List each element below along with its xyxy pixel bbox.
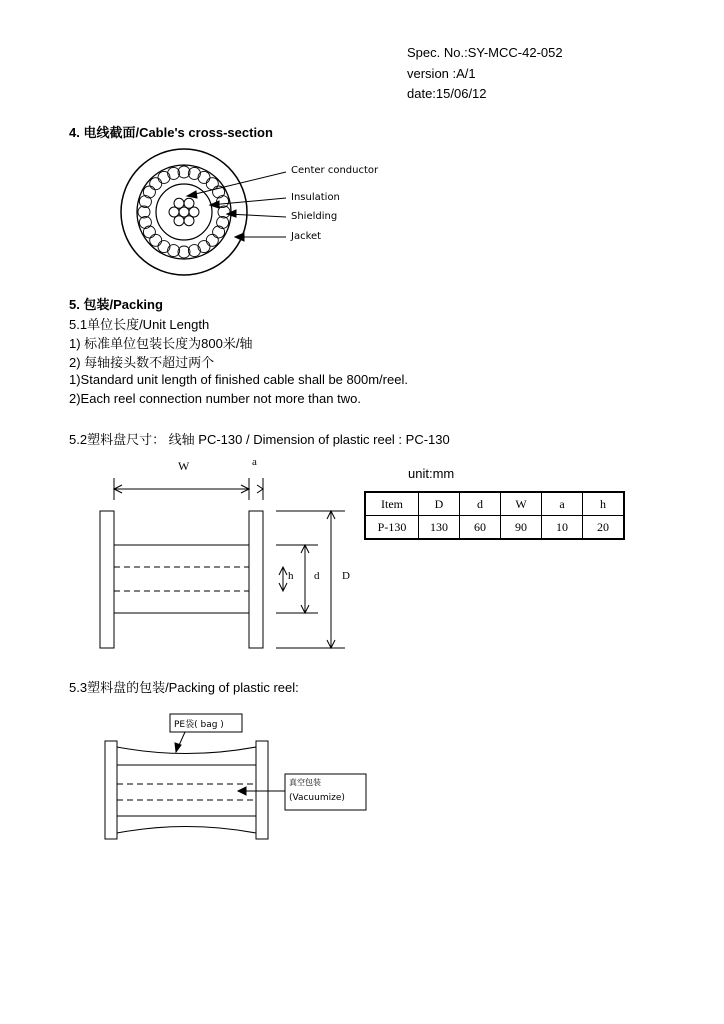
packing-line-3: 1)Standard unit length of finished cable shall be 800m/reel.: [69, 372, 408, 387]
table-header-cell: W: [501, 492, 542, 516]
version: version :A/1: [407, 66, 476, 81]
packing-line-1: 1) 标准单位包装长度为800米/轴: [69, 336, 253, 351]
date: date:15/06/12: [407, 86, 487, 101]
unit-label: unit:mm: [408, 466, 455, 481]
packing-heading: 5. 包装/Packing: [69, 297, 163, 312]
table-cell: 60: [460, 516, 501, 540]
table-cell: 130: [419, 516, 460, 540]
vacuum-label-cn: 真空包装: [289, 778, 321, 787]
reel-dimension-heading: 5.2塑料盘尺寸： 线轴 PC-130 / Dimension of plastic reel : PC-130: [69, 432, 450, 447]
label-big-d: D: [342, 570, 350, 582]
packing-line-2: 2) 每轴接头数不超过两个: [69, 355, 215, 370]
reel-dimension-drawing: [100, 478, 345, 648]
vacuum-label-en: (Vacuumize): [289, 793, 345, 803]
label-insulation: Insulation: [291, 192, 340, 203]
table-header-cell: Item: [365, 492, 419, 516]
table-header-cell: D: [419, 492, 460, 516]
label-center-conductor: Center conductor: [291, 165, 379, 176]
spec-number: Spec. No.:SY-MCC-42-052: [407, 45, 563, 60]
packing-line-4: 2)Each reel connection number not more than two.: [69, 391, 361, 406]
unit-length-heading: 5.1单位长度/Unit Length: [69, 317, 210, 332]
plastic-reel-packing-heading: 5.3塑料盘的包装/Packing of plastic reel:: [69, 680, 299, 695]
table-header-cell: a: [542, 492, 583, 516]
label-d: d: [314, 570, 320, 582]
table-cell: 90: [501, 516, 542, 540]
label-shielding: Shielding: [291, 211, 338, 222]
cable-cross-section-diagram: [121, 149, 286, 275]
label-w: W: [178, 459, 190, 473]
table-header-cell: d: [460, 492, 501, 516]
label-h: h: [288, 570, 294, 582]
reel-spec-table: [364, 491, 625, 540]
label-jacket: Jacket: [291, 231, 322, 242]
pe-bag-label: PE袋( bag ): [174, 720, 224, 730]
table-cell: 20: [583, 516, 625, 540]
table-cell: P-130: [365, 516, 419, 540]
table-header-cell: h: [583, 492, 625, 516]
cross-section-heading: 4. 电线截面/Cable's cross-section: [69, 125, 273, 140]
reel-packing-drawing: [105, 714, 366, 839]
table-header-row: [365, 492, 624, 516]
label-a: a: [252, 456, 257, 468]
table-cell: 10: [542, 516, 583, 540]
table-row: [365, 516, 624, 540]
